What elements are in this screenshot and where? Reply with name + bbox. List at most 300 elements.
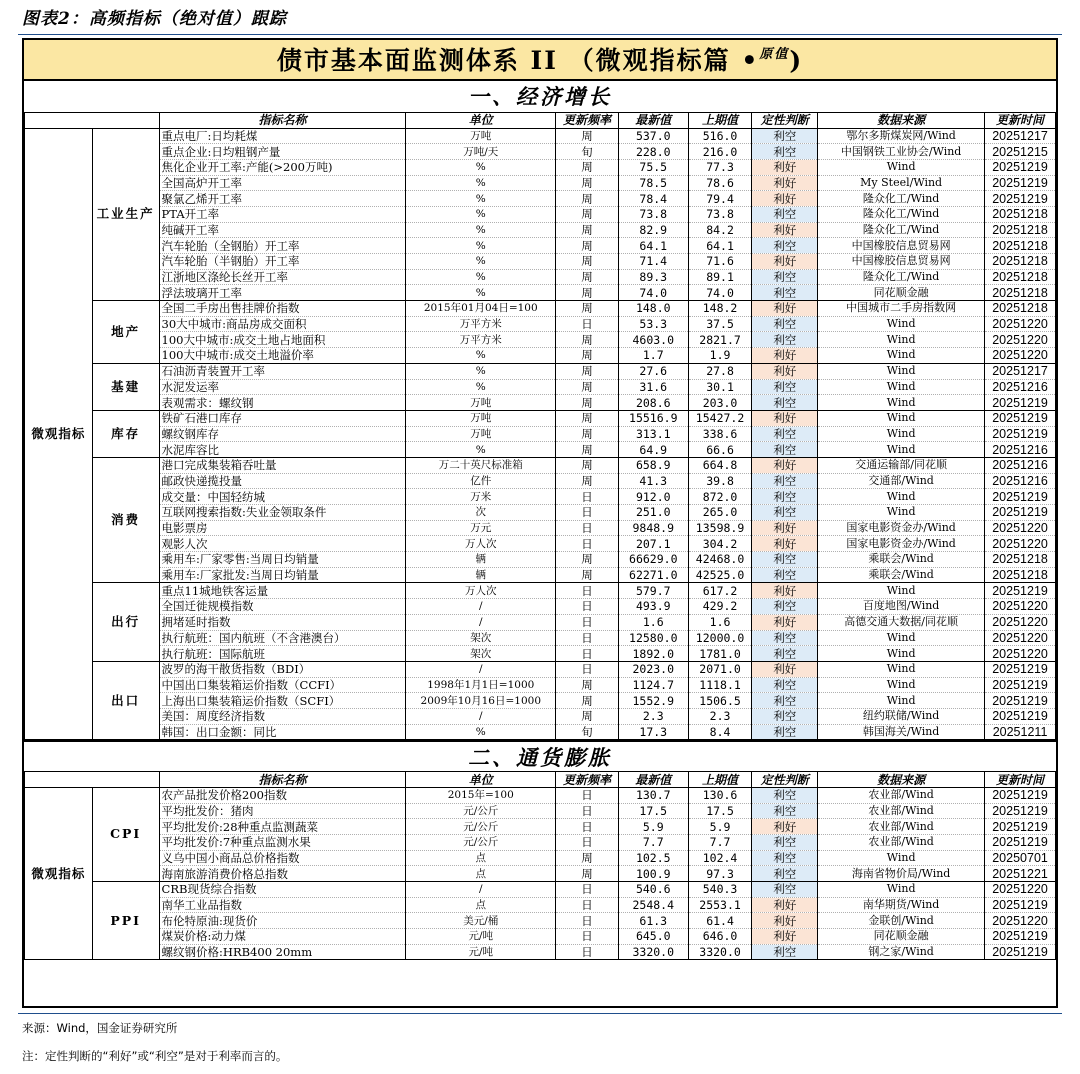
latest-value: 61.3: [618, 913, 688, 929]
previous-value: 12000.0: [688, 630, 752, 646]
latest-value: 148.0: [618, 301, 688, 317]
previous-value: 540.3: [688, 881, 752, 897]
latest-value: 313.1: [618, 426, 688, 442]
latest-value: 658.9: [618, 457, 688, 473]
judgment: 利好: [752, 301, 818, 317]
frequency: 周: [556, 677, 619, 693]
data-source: Wind: [818, 395, 985, 411]
update-date: 20251218: [985, 567, 1056, 583]
indicator-name: 农产品批发价格200指数: [159, 787, 406, 803]
frequency: 周: [556, 159, 619, 175]
data-source: 隆众化工/Wind: [818, 269, 985, 285]
update-date: 20251219: [985, 175, 1056, 191]
unit: 万吨: [406, 426, 556, 442]
previous-value: 5.9: [688, 819, 752, 835]
indicator-name: 布伦特原油:现货价: [159, 913, 406, 929]
judgment: 利空: [752, 505, 818, 521]
indicator-name: 执行航班：国内航班（不含港澳台）: [159, 630, 406, 646]
table-row: [25, 630, 1056, 646]
judgment: 利好: [752, 913, 818, 929]
previous-value: 664.8: [688, 457, 752, 473]
unit: 万二十英尺标准箱: [406, 457, 556, 473]
data-source: Wind: [818, 850, 985, 866]
unit: %: [406, 159, 556, 175]
judgment: 利空: [752, 285, 818, 301]
frequency: 日: [556, 646, 619, 662]
judgment: 利空: [752, 144, 818, 160]
update-date: 20251219: [985, 410, 1056, 426]
indicator-name: 韩国：出口金额：同比: [159, 724, 406, 740]
update-date: 20251219: [985, 708, 1056, 724]
growth-table: [24, 113, 1056, 740]
table-row: [25, 819, 1056, 835]
unit: /: [406, 599, 556, 615]
latest-value: 645.0: [618, 929, 688, 945]
data-source: Wind: [818, 505, 985, 521]
indicator-name: 汽车轮胎（半钢胎）开工率: [159, 254, 406, 270]
unit: 2015年01月04日=100: [406, 301, 556, 317]
judgment: 利好: [752, 254, 818, 270]
judgment: 利空: [752, 866, 818, 882]
table-row: [25, 567, 1056, 583]
update-date: 20251218: [985, 285, 1056, 301]
frequency: 周: [556, 473, 619, 489]
data-source: 同花顺金融: [818, 929, 985, 945]
previous-value: 74.0: [688, 285, 752, 301]
unit: 元/公斤: [406, 803, 556, 819]
unit: 2015年=100: [406, 787, 556, 803]
indicator-name: 波罗的海干散货指数（BDI）: [159, 661, 406, 677]
latest-value: 9848.9: [618, 520, 688, 536]
unit: 美元/桶: [406, 913, 556, 929]
judgment: 利好: [752, 819, 818, 835]
latest-value: 12580.0: [618, 630, 688, 646]
update-date: 20251220: [985, 630, 1056, 646]
previous-value: 89.1: [688, 269, 752, 285]
latest-value: 71.4: [618, 254, 688, 270]
header-blank: [25, 113, 160, 128]
data-source: Wind: [818, 693, 985, 709]
frequency: 周: [556, 850, 619, 866]
previous-value: 304.2: [688, 536, 752, 552]
table-row: [25, 944, 1056, 960]
footnote: 注：定性判断的“利好”或“利空”是对于利率而言的。: [22, 1049, 288, 1063]
update-date: 20251219: [985, 661, 1056, 677]
data-source: 南华期货/Wind: [818, 897, 985, 913]
frequency: 周: [556, 457, 619, 473]
indicator-name: 中国出口集装箱运价指数（CCFI）: [159, 677, 406, 693]
data-source: 中国钢铁工业协会/Wind: [818, 144, 985, 160]
judgment: 利空: [752, 395, 818, 411]
latest-value: 15516.9: [618, 410, 688, 426]
unit: 亿件: [406, 473, 556, 489]
table-row: [25, 583, 1056, 599]
update-date: 20251220: [985, 881, 1056, 897]
update-date: 20251219: [985, 929, 1056, 945]
frequency: 周: [556, 552, 619, 568]
title-divider: [18, 34, 1062, 35]
column-header: 定性判断: [752, 772, 818, 787]
table-row: [25, 442, 1056, 458]
column-header: 上期值: [688, 772, 752, 787]
latest-value: 912.0: [618, 489, 688, 505]
table-row: [25, 473, 1056, 489]
judgment: 利好: [752, 583, 818, 599]
indicator-name: PTA开工率: [159, 206, 406, 222]
previous-value: 1506.5: [688, 693, 752, 709]
latest-value: 17.5: [618, 803, 688, 819]
previous-value: 1.9: [688, 348, 752, 364]
update-date: 20251219: [985, 834, 1056, 850]
judgment: 利好: [752, 929, 818, 945]
unit: 元/吨: [406, 929, 556, 945]
indicator-name: 平均批发价：猪肉: [159, 803, 406, 819]
latest-value: 5.9: [618, 819, 688, 835]
update-date: 20251218: [985, 222, 1056, 238]
previous-value: 2071.0: [688, 661, 752, 677]
update-date: 20251219: [985, 787, 1056, 803]
table-row: [25, 128, 1056, 144]
table-row: [25, 316, 1056, 332]
previous-value: 27.8: [688, 363, 752, 379]
table-row: [25, 693, 1056, 709]
latest-value: 579.7: [618, 583, 688, 599]
table-row: [25, 913, 1056, 929]
previous-value: 148.2: [688, 301, 752, 317]
indicator-name: CRB现货综合指数: [159, 881, 406, 897]
table-row: [25, 426, 1056, 442]
indicator-name: 煤炭价格:动力煤: [159, 929, 406, 945]
update-date: 20251220: [985, 614, 1056, 630]
update-date: 20251217: [985, 363, 1056, 379]
frequency: 周: [556, 206, 619, 222]
column-header: 更新频率: [556, 113, 619, 128]
unit: 点: [406, 866, 556, 882]
latest-value: 102.5: [618, 850, 688, 866]
data-source: Wind: [818, 646, 985, 662]
frequency: 周: [556, 395, 619, 411]
judgment: 利空: [752, 677, 818, 693]
indicator-name: 浮法玻璃开工率: [159, 285, 406, 301]
judgment: 利空: [752, 693, 818, 709]
data-source: 同花顺金融: [818, 285, 985, 301]
data-source: 农业部/Wind: [818, 819, 985, 835]
judgment: 利好: [752, 614, 818, 630]
subgroup-label: CPI: [92, 787, 159, 881]
update-date: 20251219: [985, 159, 1056, 175]
indicator-name: 执行航班：国际航班: [159, 646, 406, 662]
data-source: Wind: [818, 332, 985, 348]
latest-value: 73.8: [618, 206, 688, 222]
inflation-table: [24, 772, 1056, 960]
unit: %: [406, 285, 556, 301]
previous-value: 3320.0: [688, 944, 752, 960]
table-row: [25, 457, 1056, 473]
previous-value: 73.8: [688, 206, 752, 222]
judgment: 利空: [752, 552, 818, 568]
frequency: 周: [556, 379, 619, 395]
data-source: Wind: [818, 426, 985, 442]
update-date: 20251219: [985, 489, 1056, 505]
latest-value: 4603.0: [618, 332, 688, 348]
frequency: 周: [556, 866, 619, 882]
indicator-name: 互联网搜索指数:失业金领取条件: [159, 505, 406, 521]
frequency: 周: [556, 222, 619, 238]
unit: 万吨: [406, 395, 556, 411]
latest-value: 207.1: [618, 536, 688, 552]
indicator-name: 乘用车:厂家零售:当周日均销量: [159, 552, 406, 568]
frequency: 日: [556, 834, 619, 850]
frequency: 旬: [556, 144, 619, 160]
unit: %: [406, 206, 556, 222]
frequency: 日: [556, 803, 619, 819]
judgment: 利空: [752, 238, 818, 254]
previous-value: 77.3: [688, 159, 752, 175]
judgment: 利空: [752, 787, 818, 803]
table-row: [25, 395, 1056, 411]
table-row: [25, 269, 1056, 285]
table-title-text: 债市基本面监测体系 II （微观指标篇 •: [276, 46, 760, 75]
indicator-name: 100大中城市:成交土地溢价率: [159, 348, 406, 364]
previous-value: 2553.1: [688, 897, 752, 913]
data-source: 隆众化工/Wind: [818, 191, 985, 207]
judgment: 利空: [752, 489, 818, 505]
table-row: [25, 489, 1056, 505]
source-note: 来源：Wind，国金证券研究所: [22, 1021, 178, 1035]
judgment: 利空: [752, 206, 818, 222]
frequency: 日: [556, 489, 619, 505]
frequency: 日: [556, 583, 619, 599]
frequency: 周: [556, 128, 619, 144]
judgment: 利空: [752, 724, 818, 740]
frequency: 周: [556, 348, 619, 364]
unit: 架次: [406, 630, 556, 646]
judgment: 利空: [752, 850, 818, 866]
frequency: 周: [556, 269, 619, 285]
data-source: 金联创/Wind: [818, 913, 985, 929]
update-date: 20251211: [985, 724, 1056, 740]
indicator-name: 义乌中国小商品总价格指数: [159, 850, 406, 866]
unit: 万吨: [406, 128, 556, 144]
latest-value: 31.6: [618, 379, 688, 395]
previous-value: 216.0: [688, 144, 752, 160]
data-source: My Steel/Wind: [818, 175, 985, 191]
latest-value: 493.9: [618, 599, 688, 615]
previous-value: 102.4: [688, 850, 752, 866]
update-date: 20251219: [985, 583, 1056, 599]
table-row: [25, 552, 1056, 568]
table-row: [25, 803, 1056, 819]
frequency: 日: [556, 819, 619, 835]
data-source: 中国城市二手房指数网: [818, 301, 985, 317]
indicator-name: 平均批发价:7种重点监测水果: [159, 834, 406, 850]
table-title-close: ): [789, 46, 804, 75]
update-date: 20251218: [985, 254, 1056, 270]
table-row: [25, 379, 1056, 395]
latest-value: 17.3: [618, 724, 688, 740]
unit: %: [406, 254, 556, 270]
data-source: Wind: [818, 363, 985, 379]
update-date: 20251217: [985, 128, 1056, 144]
judgment: 利好: [752, 661, 818, 677]
unit: %: [406, 724, 556, 740]
previous-value: 1118.1: [688, 677, 752, 693]
column-header: 最新值: [618, 113, 688, 128]
judgment: 利空: [752, 332, 818, 348]
table-row: [25, 599, 1056, 615]
column-header: 单位: [406, 772, 556, 787]
previous-value: 265.0: [688, 505, 752, 521]
unit: 万元: [406, 520, 556, 536]
previous-value: 617.2: [688, 583, 752, 599]
judgment: 利空: [752, 128, 818, 144]
judgment: 利空: [752, 630, 818, 646]
unit: /: [406, 708, 556, 724]
subgroup-label: 地产: [92, 301, 159, 364]
previous-value: 2.3: [688, 708, 752, 724]
indicator-name: 美国：周度经济指数: [159, 708, 406, 724]
subgroup-label: 基建: [92, 363, 159, 410]
frequency: 周: [556, 567, 619, 583]
previous-value: 71.6: [688, 254, 752, 270]
latest-value: 89.3: [618, 269, 688, 285]
latest-value: 208.6: [618, 395, 688, 411]
indicator-name: 港口完成集装箱吞吐量: [159, 457, 406, 473]
column-header: 更新时间: [985, 113, 1056, 128]
previous-value: 61.4: [688, 913, 752, 929]
section-title-growth: 一、经济增长: [24, 81, 1056, 113]
judgment: 利好: [752, 191, 818, 207]
data-source: 鄂尔多斯煤炭网/Wind: [818, 128, 985, 144]
indicator-name: 重点电厂:日均耗煤: [159, 128, 406, 144]
column-header: 数据来源: [818, 772, 985, 787]
previous-value: 429.2: [688, 599, 752, 615]
previous-value: 78.6: [688, 175, 752, 191]
frequency: 周: [556, 191, 619, 207]
unit: 万平方米: [406, 316, 556, 332]
unit: 元/吨: [406, 944, 556, 960]
unit: 万人次: [406, 583, 556, 599]
latest-value: 3320.0: [618, 944, 688, 960]
unit: %: [406, 442, 556, 458]
table-row: [25, 332, 1056, 348]
unit: /: [406, 614, 556, 630]
judgment: 利空: [752, 881, 818, 897]
unit: %: [406, 222, 556, 238]
table-row: [25, 144, 1056, 160]
data-source: 农业部/Wind: [818, 787, 985, 803]
frequency: 日: [556, 913, 619, 929]
header-blank: [25, 772, 160, 787]
latest-value: 1552.9: [618, 693, 688, 709]
subgroup-label: PPI: [92, 881, 159, 959]
header-row: [25, 113, 1056, 128]
latest-value: 27.6: [618, 363, 688, 379]
column-header: 数据来源: [818, 113, 985, 128]
indicator-name: 聚氯乙烯开工率: [159, 191, 406, 207]
judgment: 利好: [752, 175, 818, 191]
latest-value: 7.7: [618, 834, 688, 850]
latest-value: 251.0: [618, 505, 688, 521]
frequency: 日: [556, 316, 619, 332]
column-header: 指标名称: [159, 772, 406, 787]
previous-value: 2821.7: [688, 332, 752, 348]
table-row: [25, 505, 1056, 521]
column-header: 上期值: [688, 113, 752, 128]
indicator-name: 水泥发运率: [159, 379, 406, 395]
data-source: Wind: [818, 379, 985, 395]
previous-value: 646.0: [688, 929, 752, 945]
indicator-name: 焦化企业开工率:产能(>200万吨): [159, 159, 406, 175]
indicator-name: 重点11城地铁客运量: [159, 583, 406, 599]
data-source: Wind: [818, 881, 985, 897]
previous-value: 203.0: [688, 395, 752, 411]
table-row: [25, 708, 1056, 724]
subgroup-label: 库存: [92, 410, 159, 457]
data-source: Wind: [818, 630, 985, 646]
judgment: 利好: [752, 536, 818, 552]
frequency: 周: [556, 238, 619, 254]
unit: 点: [406, 850, 556, 866]
indicator-name: 全国高炉开工率: [159, 175, 406, 191]
indicator-name: 水泥库容比: [159, 442, 406, 458]
update-date: 20251220: [985, 599, 1056, 615]
frequency: 日: [556, 536, 619, 552]
unit: %: [406, 175, 556, 191]
unit: 辆: [406, 567, 556, 583]
table-row: [25, 410, 1056, 426]
previous-value: 66.6: [688, 442, 752, 458]
frequency: 日: [556, 520, 619, 536]
latest-value: 53.3: [618, 316, 688, 332]
indicator-name: 螺纹钢库存: [159, 426, 406, 442]
update-date: 20251216: [985, 473, 1056, 489]
table-row: [25, 206, 1056, 222]
table-row: [25, 191, 1056, 207]
previous-value: 1781.0: [688, 646, 752, 662]
unit: /: [406, 881, 556, 897]
unit: 元/公斤: [406, 834, 556, 850]
frequency: 周: [556, 175, 619, 191]
data-source: Wind: [818, 489, 985, 505]
subgroup-label: 消费: [92, 457, 159, 583]
update-date: 20251220: [985, 646, 1056, 662]
previous-value: 130.6: [688, 787, 752, 803]
unit: %: [406, 363, 556, 379]
unit: 万吨/天: [406, 144, 556, 160]
section-title-inflation: 二、通货膨胀: [24, 740, 1056, 772]
data-source: Wind: [818, 442, 985, 458]
data-source: 海南省物价局/Wind: [818, 866, 985, 882]
data-source: 中国橡胶信息贸易网: [818, 238, 985, 254]
previous-value: 39.8: [688, 473, 752, 489]
table-title: [24, 40, 1056, 81]
update-date: 20251216: [985, 442, 1056, 458]
frequency: 旬: [556, 724, 619, 740]
table-row: [25, 646, 1056, 662]
unit: 万米: [406, 489, 556, 505]
judgment: 利空: [752, 599, 818, 615]
previous-value: 30.1: [688, 379, 752, 395]
judgment: 利空: [752, 316, 818, 332]
data-source: 国家电影资金办/Wind: [818, 536, 985, 552]
indicator-name: 纯碱开工率: [159, 222, 406, 238]
frequency: 日: [556, 630, 619, 646]
judgment: 利空: [752, 834, 818, 850]
update-date: 20251219: [985, 803, 1056, 819]
frequency: 周: [556, 285, 619, 301]
unit: 辆: [406, 552, 556, 568]
